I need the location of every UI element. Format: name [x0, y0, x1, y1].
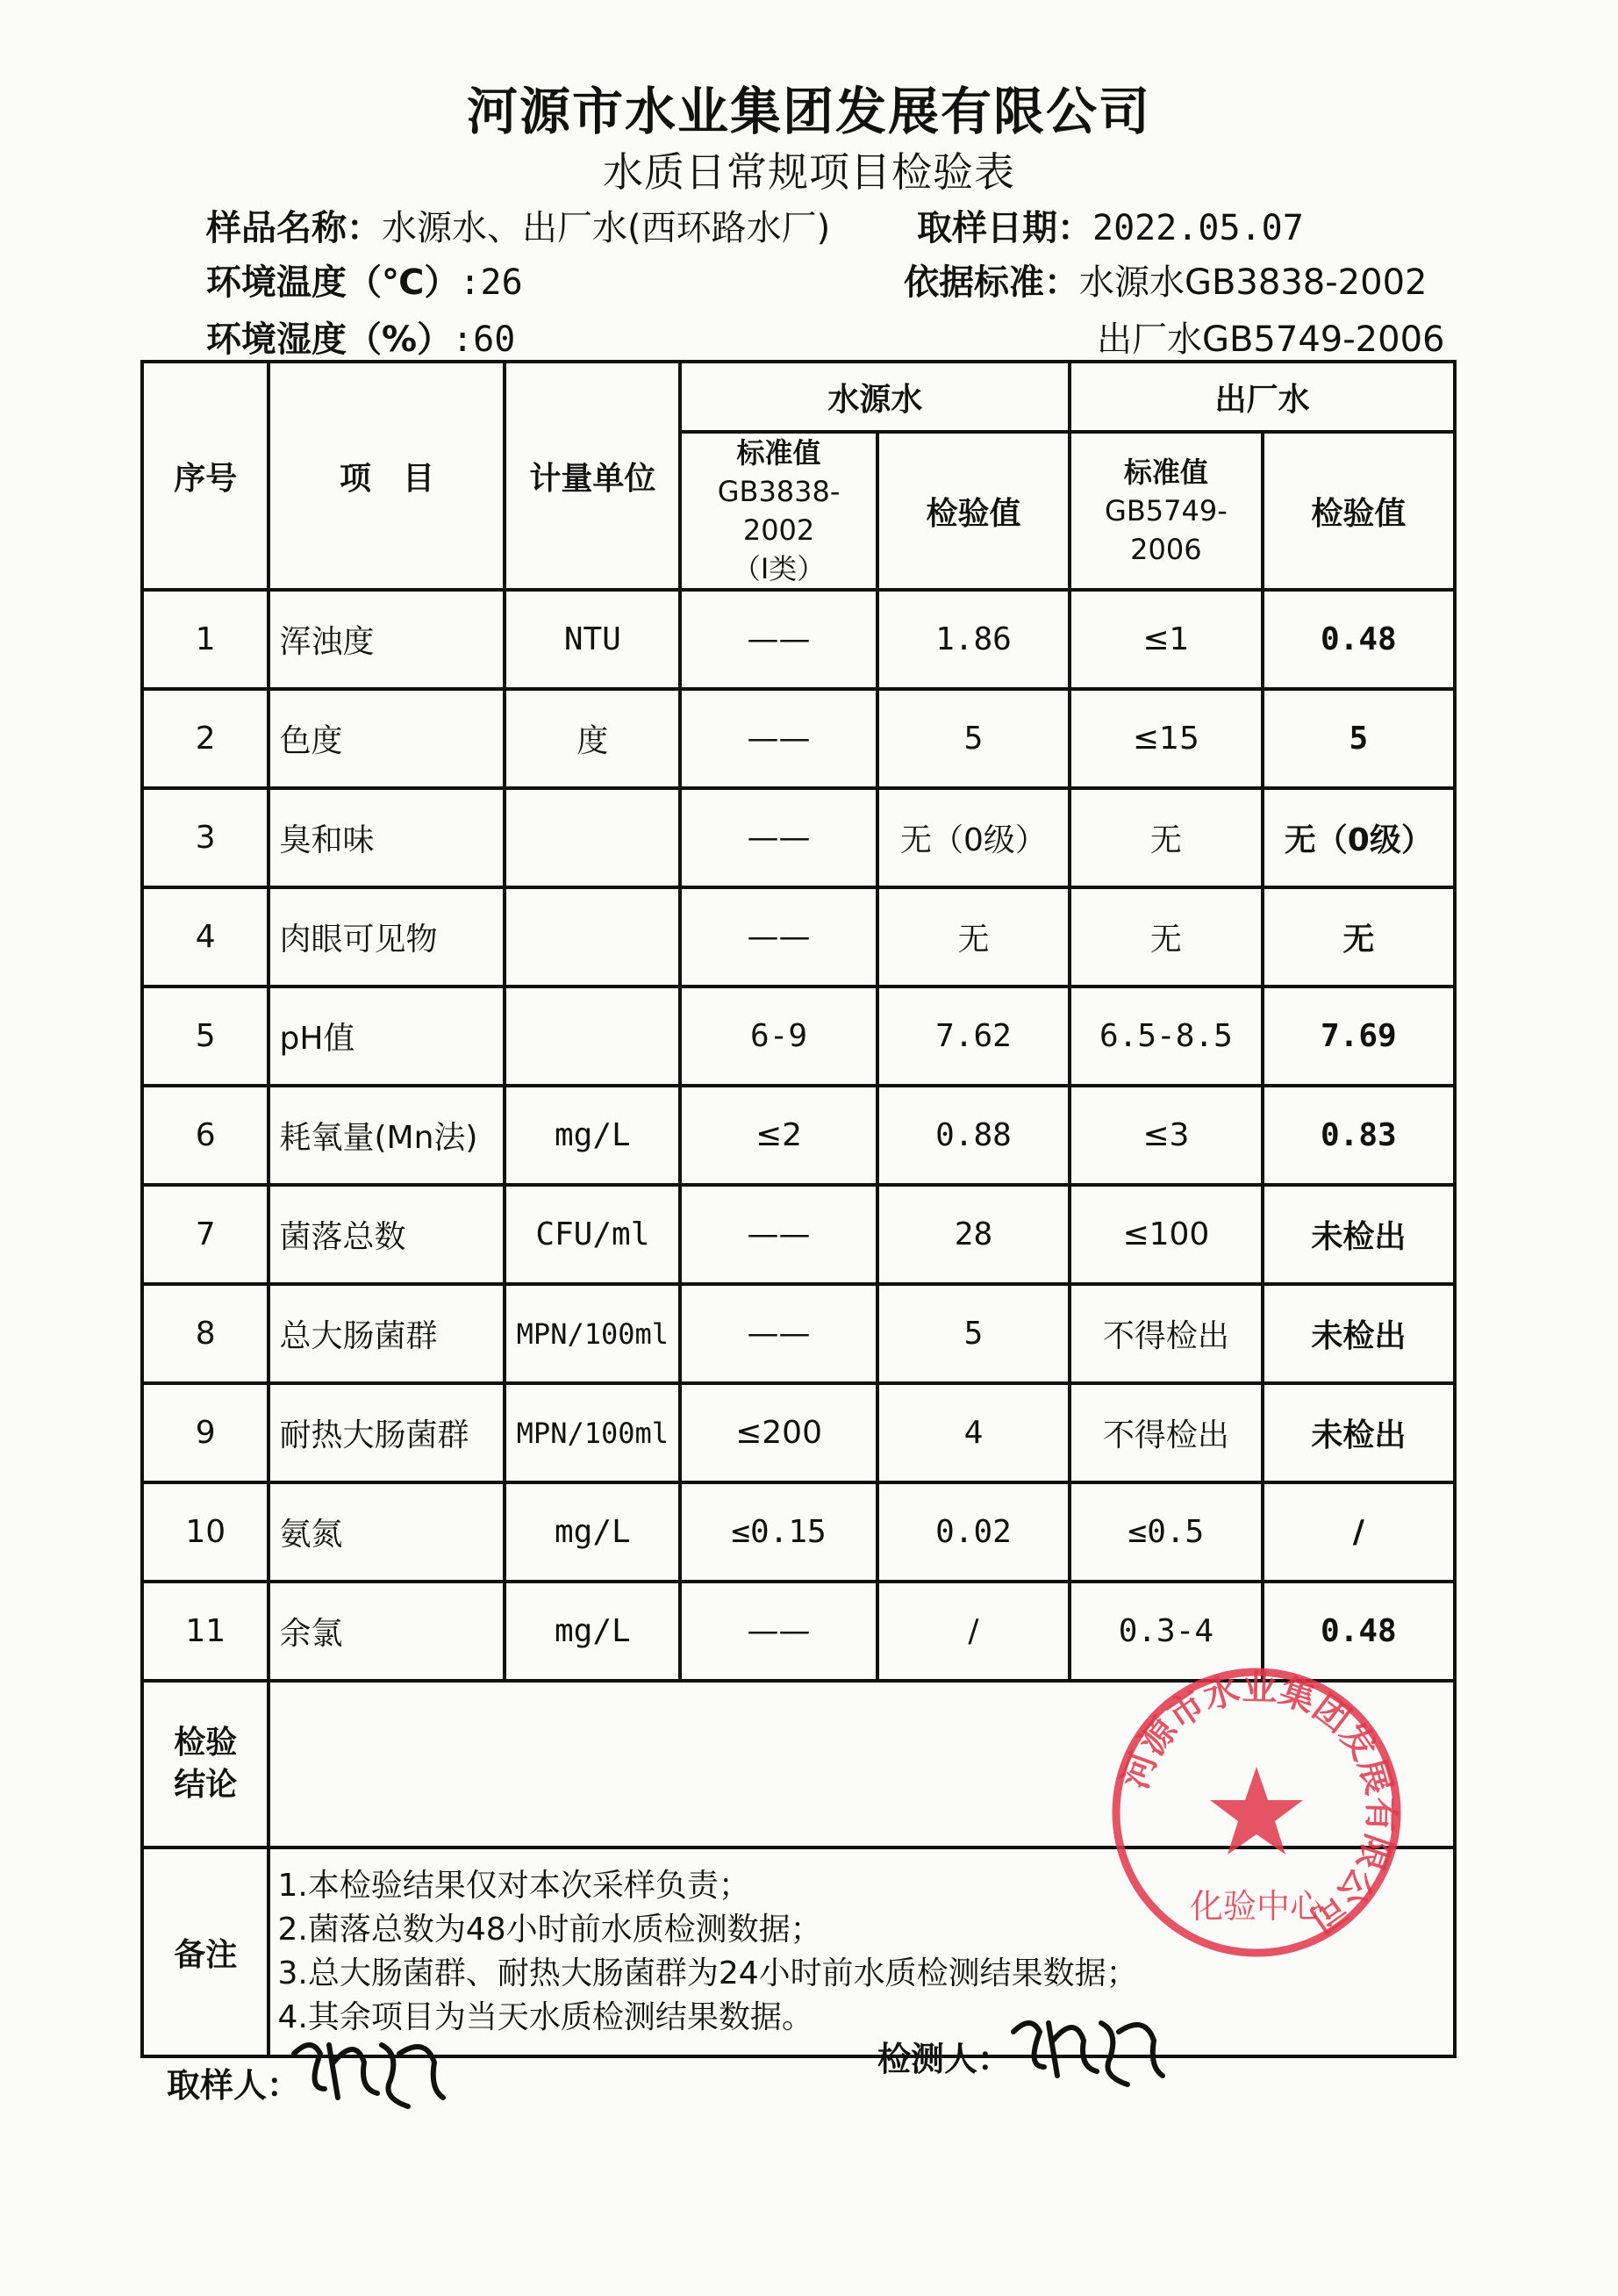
- cell-no: 10: [142, 1482, 268, 1582]
- source-std-line2: GB3838-2002: [717, 475, 841, 547]
- conclusion-label: [142, 1681, 268, 1848]
- seal-outer-text: 河源市水业集团发展有限公司: [1114, 1668, 1401, 1941]
- cell-plant-standard: 无: [1070, 887, 1263, 987]
- header-plant-water: 出厂水: [1070, 362, 1455, 432]
- note-line: 2.菌落总数为48小时前水质检测数据；: [277, 1912, 822, 1948]
- cell-plant-value: 无（0级）: [1263, 788, 1455, 887]
- cell-plant-value: 0.48: [1263, 1582, 1455, 1681]
- cell-source-value: 4: [877, 1383, 1070, 1482]
- form-title: 水质日常规项目检验表: [603, 148, 1015, 196]
- cell-source-standard: ——: [680, 1582, 877, 1681]
- cell-item: 耐热大肠菌群: [268, 1383, 505, 1482]
- cell-source-standard: ——: [680, 887, 877, 987]
- note-line: 1.本检验结果仅对本次采样负责；: [277, 1868, 750, 1904]
- conclusion-label-line1: 检验: [174, 1725, 238, 1761]
- notes-label: 备注: [142, 1848, 268, 2056]
- cell-no: 11: [142, 1582, 268, 1681]
- header-plant-value: 检验值: [1263, 432, 1455, 590]
- sampler-signature: [285, 2019, 452, 2115]
- cell-source-standard: ——: [680, 1284, 877, 1383]
- cell-source-standard: ——: [680, 788, 877, 887]
- cell-unit: mg/L: [505, 1582, 680, 1681]
- cell-no: 8: [142, 1284, 268, 1383]
- temperature-value: :26: [459, 262, 523, 303]
- table-row: [142, 987, 1455, 1086]
- humidity-label: 环境湿度（%）: [206, 319, 453, 360]
- source-std-line1: 标准值: [736, 436, 821, 470]
- cell-unit: MPN/100ml: [505, 1383, 680, 1482]
- cell-item: 色度: [268, 689, 505, 788]
- cell-plant-standard: ≤0.5: [1070, 1482, 1263, 1582]
- sampler-label: 取样人：: [167, 2066, 301, 2105]
- cell-plant-value: 无: [1263, 887, 1455, 987]
- cell-unit: MPN/100ml: [505, 1284, 680, 1383]
- source-std-line3: （Ⅰ类）: [732, 552, 826, 585]
- cell-item: 总大肠菌群: [268, 1284, 505, 1383]
- table-row: [142, 887, 1455, 987]
- note-line: 4.其余项目为当天水质检测结果数据。: [277, 1999, 813, 2035]
- standard-source-value: 水源水GB3838-2002: [1079, 262, 1428, 303]
- cell-no: 3: [142, 788, 268, 887]
- cell-plant-standard: 6.5-8.5: [1070, 987, 1263, 1086]
- header-source-water: 水源水: [680, 362, 1070, 432]
- header-source-value: 检验值: [877, 432, 1070, 590]
- table-row: [142, 788, 1455, 887]
- cell-source-value: 5: [877, 689, 1070, 788]
- temperature-label: 环境温度（℃）: [206, 262, 460, 303]
- cell-source-standard: 6-9: [680, 987, 877, 1086]
- tester-signature: [1000, 1997, 1176, 2093]
- standard-line: [904, 255, 1427, 305]
- cell-plant-standard: 不得检出: [1070, 1383, 1263, 1482]
- conclusion-label-line2: 结论: [174, 1767, 238, 1803]
- cell-source-value: 1.86: [877, 590, 1070, 689]
- cell-source-value: 无（0级）: [877, 788, 1070, 887]
- humidity-value: :60: [452, 319, 516, 360]
- cell-unit: [505, 887, 680, 987]
- cell-plant-standard: ≤15: [1070, 689, 1263, 788]
- cell-source-value: 28: [877, 1185, 1070, 1284]
- cell-source-standard: ——: [680, 590, 877, 689]
- cell-plant-standard: 不得检出: [1070, 1284, 1263, 1383]
- table-row: [142, 689, 1455, 788]
- cell-source-value: 无: [877, 887, 1070, 987]
- cell-item: 氨氮: [268, 1482, 505, 1582]
- cell-unit: NTU: [505, 590, 680, 689]
- sample-name-label: 样品名称：: [206, 208, 382, 248]
- standard-label: 依据标准：: [904, 262, 1079, 303]
- note-line: 3.总大肠菌群、耐热大肠菌群为24小时前水质检测结果数据；: [277, 1955, 1138, 1991]
- sample-name-line: [206, 200, 830, 250]
- table-row: [142, 1086, 1455, 1185]
- cell-plant-standard: ≤1: [1070, 590, 1263, 689]
- cell-unit: 度: [505, 689, 680, 788]
- tester-label: 检测人：: [877, 2040, 1012, 2078]
- cell-source-standard: ——: [680, 1185, 877, 1284]
- cell-unit: mg/L: [505, 1482, 680, 1582]
- cell-item: 菌落总数: [268, 1185, 505, 1284]
- cell-source-value: /: [877, 1582, 1070, 1681]
- cell-source-standard: ≤0.15: [680, 1482, 877, 1582]
- official-seal: [1107, 1663, 1406, 1962]
- cell-plant-value: /: [1263, 1482, 1455, 1582]
- cell-plant-standard: 无: [1070, 788, 1263, 887]
- cell-plant-value: 未检出: [1263, 1185, 1455, 1284]
- cell-plant-value: 5: [1263, 689, 1455, 788]
- plant-std-line1: 标准值: [1123, 456, 1208, 489]
- cell-item: pH值: [268, 987, 505, 1086]
- cell-no: 4: [142, 887, 268, 987]
- cell-no: 2: [142, 689, 268, 788]
- cell-source-value: 7.62: [877, 987, 1070, 1086]
- table-row: [142, 1482, 1455, 1582]
- table-row: [142, 1284, 1455, 1383]
- header-plant-standard: [1070, 432, 1263, 590]
- table-row: [142, 1383, 1455, 1482]
- cell-unit: CFU/ml: [505, 1185, 680, 1284]
- cell-source-standard: ≤2: [680, 1086, 877, 1185]
- cell-plant-value: 未检出: [1263, 1383, 1455, 1482]
- cell-source-value: 0.02: [877, 1482, 1070, 1582]
- standard-plant-line: [1097, 312, 1444, 362]
- cell-no: 5: [142, 987, 268, 1086]
- cell-source-value: 5: [877, 1284, 1070, 1383]
- company-title: 河源市水业集团发展有限公司: [466, 82, 1151, 141]
- temperature-line: [206, 255, 523, 305]
- cell-item: 浑浊度: [268, 590, 505, 689]
- cell-plant-value: 0.48: [1263, 590, 1455, 689]
- cell-item: 臭和味: [268, 788, 505, 887]
- header-source-standard: [680, 432, 877, 590]
- cell-unit: [505, 788, 680, 887]
- sampling-date-line: [917, 200, 1304, 250]
- header-unit: 计量单位: [505, 362, 680, 590]
- cell-plant-standard: 0.3-4: [1070, 1582, 1263, 1681]
- cell-item: 肉眼可见物: [268, 887, 505, 987]
- header-item: 项 目: [268, 362, 505, 590]
- sampling-date-label: 取样日期：: [917, 208, 1092, 248]
- sampling-date-value: 2022.05.07: [1092, 208, 1304, 248]
- standard-plant-value: 出厂水GB5749-2006: [1097, 319, 1445, 360]
- cell-no: 6: [142, 1086, 268, 1185]
- cell-plant-value: 7.69: [1263, 987, 1455, 1086]
- header-no: 序号: [142, 362, 268, 590]
- cell-no: 7: [142, 1185, 268, 1284]
- cell-plant-standard: ≤3: [1070, 1086, 1263, 1185]
- sample-name-value: 水源水、出厂水(西环路水厂): [382, 208, 831, 248]
- cell-item: 耗氧量(Mn法): [268, 1086, 505, 1185]
- humidity-line: [206, 312, 515, 362]
- table-row: [142, 590, 1455, 689]
- cell-plant-standard: ≤100: [1070, 1185, 1263, 1284]
- cell-plant-value: 未检出: [1263, 1284, 1455, 1383]
- cell-source-standard: ≤200: [680, 1383, 877, 1482]
- cell-item: 余氯: [268, 1582, 505, 1681]
- cell-source-value: 0.88: [877, 1086, 1070, 1185]
- cell-unit: mg/L: [505, 1086, 680, 1185]
- seal-inner-text: 化验中心: [1189, 1887, 1324, 1926]
- cell-plant-value: 0.83: [1263, 1086, 1455, 1185]
- table-row: [142, 1185, 1455, 1284]
- cell-source-standard: ——: [680, 689, 877, 788]
- cell-no: 9: [142, 1383, 268, 1482]
- cell-unit: [505, 987, 680, 1086]
- plant-std-line2: GB5749-2006: [1105, 494, 1228, 566]
- cell-no: 1: [142, 590, 268, 689]
